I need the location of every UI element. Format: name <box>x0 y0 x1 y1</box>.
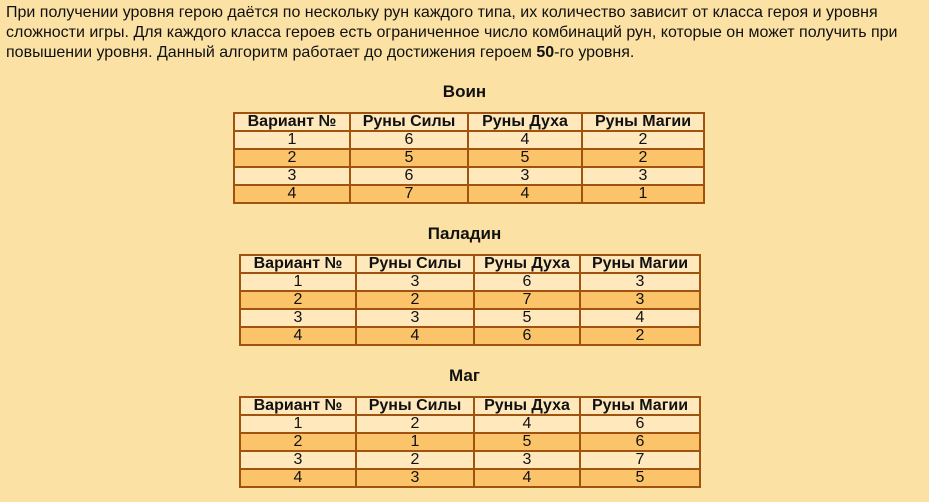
cell-power: 3 <box>356 273 474 291</box>
cell-variant: 4 <box>234 185 350 203</box>
cell-power: 7 <box>350 185 468 203</box>
cell-spirit: 7 <box>474 291 580 309</box>
table-row <box>234 149 704 167</box>
cell-variant: 4 <box>240 327 356 345</box>
cell-magic: 1 <box>582 185 704 203</box>
table-row <box>240 469 700 487</box>
col-spirit-runes: Руны Духа <box>474 255 580 273</box>
col-magic-runes: Руны Магии <box>582 113 704 131</box>
cell-variant: 2 <box>240 291 356 309</box>
table-row <box>240 291 700 309</box>
cell-magic: 3 <box>580 273 700 291</box>
cell-power: 1 <box>356 433 474 451</box>
cell-variant: 3 <box>234 167 350 185</box>
cell-variant: 2 <box>234 149 350 167</box>
table-row <box>240 327 700 345</box>
cell-magic: 4 <box>580 309 700 327</box>
table-row <box>240 415 700 433</box>
cell-spirit: 6 <box>474 273 580 291</box>
cell-variant: 3 <box>240 309 356 327</box>
col-spirit-runes: Руны Духа <box>474 397 580 415</box>
cell-power: 4 <box>356 327 474 345</box>
cell-spirit: 6 <box>474 327 580 345</box>
section-title-mage: Маг <box>449 366 480 385</box>
col-magic-runes: Руны Магии <box>580 397 700 415</box>
cell-power: 6 <box>350 167 468 185</box>
table-row <box>234 167 704 185</box>
intro-text: При получении уровня герою даётся по нескольку рун каждого типа, их количество зависит от класса героя и уровня сложности игры. Для каждого класса героев есть ограниченное число комбинаций рун, которые он может получить при повышении уровня. Данный алгоритм работает до достижения героем <box>6 4 898 61</box>
cell-magic: 3 <box>582 167 704 185</box>
cell-spirit: 3 <box>468 167 582 185</box>
section-title-warrior: Воин <box>442 82 487 101</box>
cell-spirit: 5 <box>474 433 580 451</box>
col-spirit-runes: Руны Духа <box>468 113 582 131</box>
cell-magic: 6 <box>580 433 700 451</box>
cell-magic: 3 <box>580 291 700 309</box>
col-power-runes: Руны Силы <box>356 255 474 273</box>
cell-variant: 4 <box>240 469 356 487</box>
section-title-paladin: Паладин <box>427 224 502 243</box>
col-power-runes: Руны Силы <box>350 113 468 131</box>
cell-magic: 6 <box>580 415 700 433</box>
cell-power: 3 <box>356 469 474 487</box>
cell-variant: 1 <box>240 273 356 291</box>
table-row <box>240 433 700 451</box>
cell-spirit: 3 <box>474 451 580 469</box>
cell-variant: 1 <box>234 131 350 149</box>
cell-spirit: 5 <box>468 149 582 167</box>
cell-variant: 1 <box>240 415 356 433</box>
cell-power: 3 <box>356 309 474 327</box>
cell-magic: 2 <box>582 149 704 167</box>
intro-paragraph <box>6 3 926 63</box>
table-warrior <box>233 112 705 204</box>
cell-magic: 5 <box>580 469 700 487</box>
cell-power: 2 <box>356 291 474 309</box>
cell-spirit: 4 <box>474 415 580 433</box>
cell-magic: 2 <box>582 131 704 149</box>
cell-power: 6 <box>350 131 468 149</box>
table-row <box>234 131 704 149</box>
cell-power: 2 <box>356 451 474 469</box>
col-variant: Вариант № <box>240 255 356 273</box>
col-variant: Вариант № <box>240 397 356 415</box>
col-power-runes: Руны Силы <box>356 397 474 415</box>
cell-spirit: 5 <box>474 309 580 327</box>
cell-variant: 2 <box>240 433 356 451</box>
table-mage <box>239 396 701 488</box>
cell-spirit: 4 <box>474 469 580 487</box>
cell-magic: 2 <box>580 327 700 345</box>
cell-power: 5 <box>350 149 468 167</box>
cell-variant: 3 <box>240 451 356 469</box>
table-row <box>234 185 704 203</box>
table-row <box>240 451 700 469</box>
cell-magic: 7 <box>580 451 700 469</box>
table-paladin <box>239 254 701 346</box>
table-header-row <box>234 113 704 131</box>
table-row <box>240 309 700 327</box>
table-row <box>240 273 700 291</box>
table-header-row <box>240 397 700 415</box>
col-variant: Вариант № <box>234 113 350 131</box>
col-magic-runes: Руны Магии <box>580 255 700 273</box>
cell-power: 2 <box>356 415 474 433</box>
intro-level: 50 <box>536 44 555 61</box>
table-header-row <box>240 255 700 273</box>
cell-spirit: 4 <box>468 185 582 203</box>
intro-text-end: -го уровня. <box>554 44 635 61</box>
cell-spirit: 4 <box>468 131 582 149</box>
